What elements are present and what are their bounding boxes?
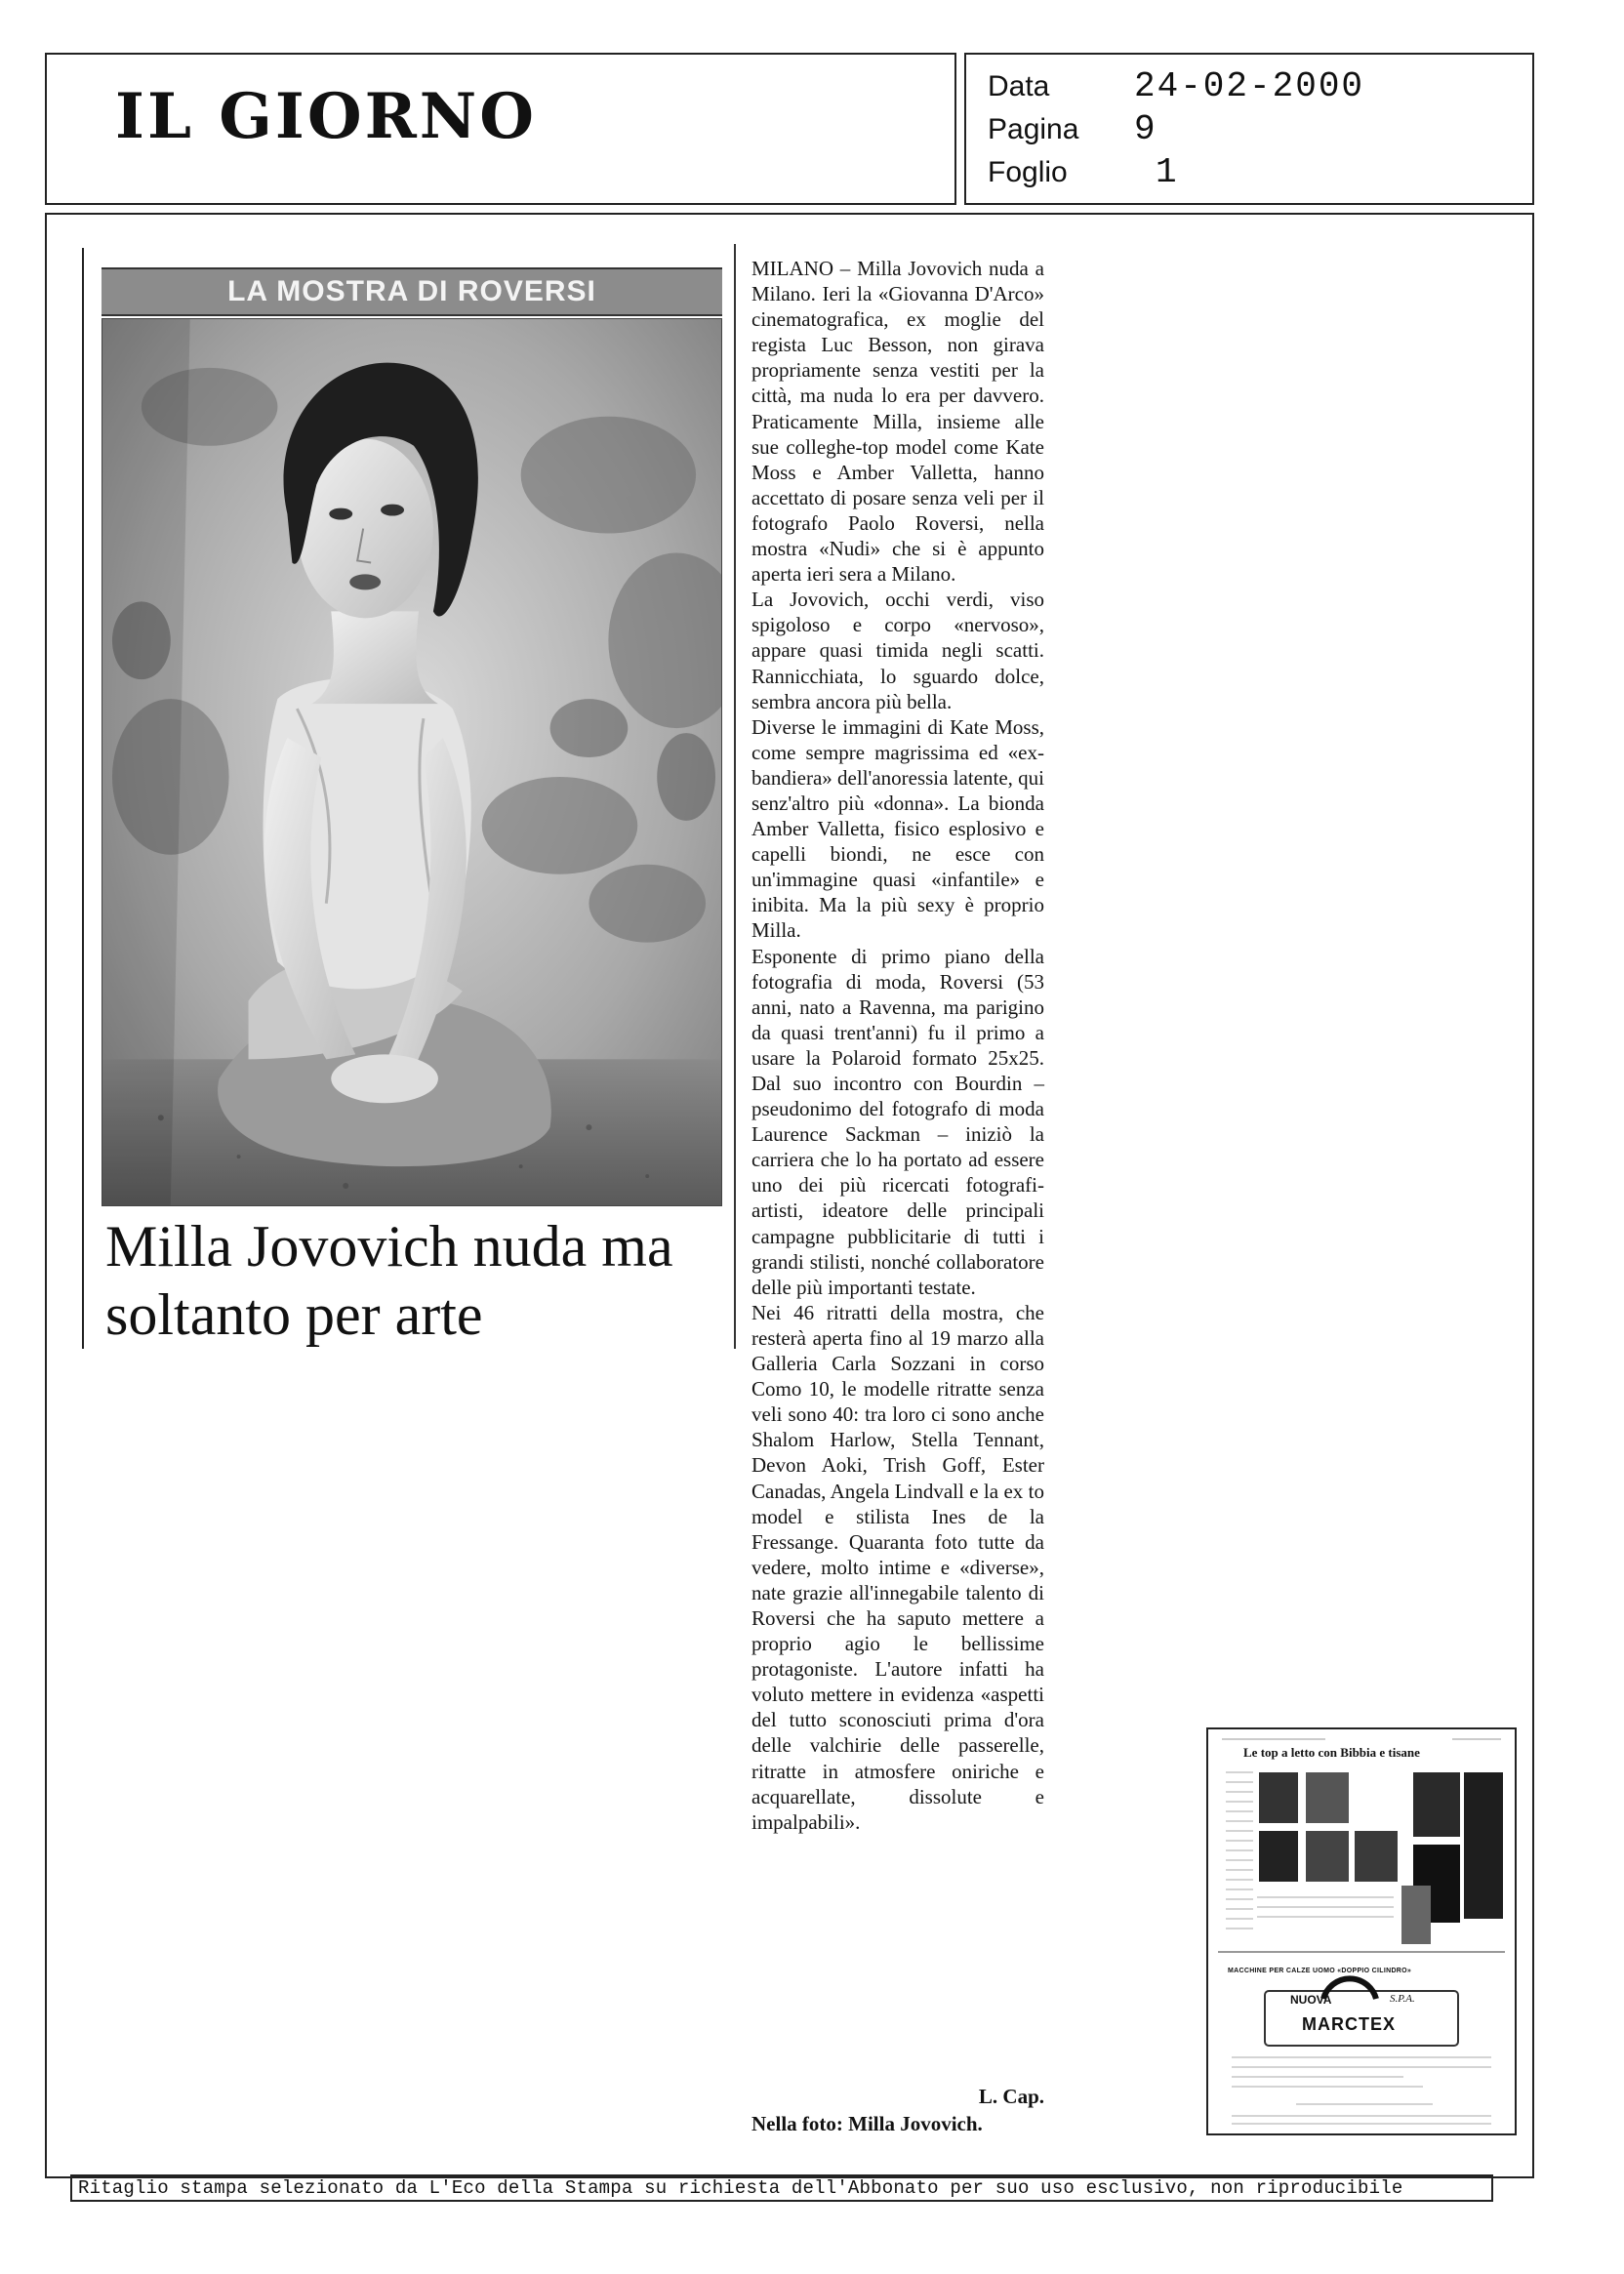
meta-label: Pagina bbox=[988, 113, 1079, 145]
meta-row-foglio bbox=[988, 152, 1179, 192]
body-paragraph: MILANO – Milla Jovovich nuda a Milano. Ieri la «Giovanna D'Arco» cinematografica, ex moglie del regista Luc Besson, non girava propriamente senza vestiti per la città, ma nuda lo era per davvero. Praticamente Milla, insieme alle sue colleghe-top model come Kate Moss e Amber Valletta, hanno accettato di posare senza veli per il fotografo Paolo Roversi, nella mostra «Nudi» che si è appunto aperta ieri sera a Milano. bbox=[751, 257, 1044, 587]
thumbnail-ad-line: MACCHINE PER CALZE UOMO «DOPPIO CILINDRO» bbox=[1228, 1968, 1412, 1974]
thumbnail-brand-top: NUOVA bbox=[1290, 1993, 1332, 2007]
column-rule-right bbox=[734, 244, 736, 1349]
page-thumbnail bbox=[1206, 1727, 1517, 2135]
thumbnail-drawing bbox=[1208, 1729, 1515, 2133]
clipping-footer bbox=[70, 2174, 1493, 2202]
footer-notice: Ritaglio stampa selezionato da L'Eco della Stampa su richiesta dell'Abbonato per suo uso esclusivo, non riproducibile bbox=[78, 2177, 1403, 2199]
kicker-text: LA MOSTRA DI ROVERSI bbox=[227, 275, 596, 307]
thumbnail-brand-suffix: S.P.A. bbox=[1390, 1993, 1415, 2005]
newspaper-logo: IL GIORNO bbox=[115, 80, 537, 153]
author-signature: L. Cap. bbox=[978, 2085, 1044, 2108]
thumbnail-brand-main: MARCTEX bbox=[1302, 2014, 1396, 2034]
meta-value-page: 9 bbox=[1134, 109, 1157, 149]
kicker-banner bbox=[102, 267, 722, 316]
meta-row-data bbox=[988, 66, 1364, 106]
thumbnail-headline: Le top a letto con Bibbia e tisane bbox=[1243, 1745, 1420, 1760]
body-paragraph: La Jovovich, occhi verdi, viso spigoloso e corpo «nervoso», appare quasi timida negli scatti. Rannicchiata, lo sguardo dolce, sembra ancora più bella. bbox=[751, 588, 1044, 713]
meta-label: Data bbox=[988, 70, 1050, 102]
meta-value-date: 24-02-2000 bbox=[1134, 66, 1365, 106]
article-headline: Milla Jovovich nuda ma soltanto per arte bbox=[105, 1214, 673, 1347]
body-paragraph: Diverse le immagini di Kate Moss, come sempre magrissima ed «ex-bandiera» dell'anoressia latente, qui senz'altro più «donna». La bionda Amber Valletta, fisico esplosivo e capelli biondi, ne esce con un'immagine quasi «infantile» e inibita. Ma la più sexy è proprio Milla. bbox=[751, 714, 1044, 943]
masthead-box bbox=[45, 53, 956, 205]
column-rule-left bbox=[82, 248, 84, 1349]
meta-row-pagina bbox=[988, 109, 1157, 149]
photo-caption: Nella foto: Milla Jovovich. bbox=[751, 2112, 983, 2135]
article-photo bbox=[102, 318, 722, 1206]
meta-value-sheet: 1 bbox=[1156, 152, 1179, 192]
clipping-meta-box bbox=[964, 53, 1534, 205]
body-paragraph: Nei 46 ritratti della mostra, che resterà aperta fino al 19 marzo alla Galleria Carla Sozzani in corso Como 10, le modelle ritratte senza veli sono 40: tra loro ci sono anche Shalom Harlow, Stella Tennant, Devon Aoki, Trish Goff, Ester Canadas, Angela Lindvall e la ex to model e stilista Ines de la Fressange. Quaranta foto tutte da vedere, molto intime e «diverse», nate grazie all'innegabile talento di Roversi che ha saputo mettere a proprio agio le bellissime protagoniste. L'autore infatti ha voluto mettere in evidenza «aspetti del tutto sconosciuti prima d'ora delle valchirie delle passerelle, ritratte in atmosfere oniriche e acquarellate, dissolute e impalpabili». bbox=[751, 1300, 1044, 1834]
meta-label: Foglio bbox=[988, 156, 1068, 188]
article-body bbox=[751, 256, 1044, 1835]
body-paragraph: Esponente di primo piano della fotografia di moda, Roversi (53 anni, nato a Ravenna, ma parigino da quasi trent'anni) fu il primo a usare la Polaroid formato 25x25. Dal suo incontro con Bourdin – pseudonimo del fotografo di moda Laurence Sackman – iniziò la carriera che lo ha portato ad essere uno dei più ricercati fotografi-artisti, ideatore delle principali campagne pubblicitarie di tutti i grandi stilisti, nonché collaboratore delle più importanti testate. bbox=[751, 944, 1044, 1299]
